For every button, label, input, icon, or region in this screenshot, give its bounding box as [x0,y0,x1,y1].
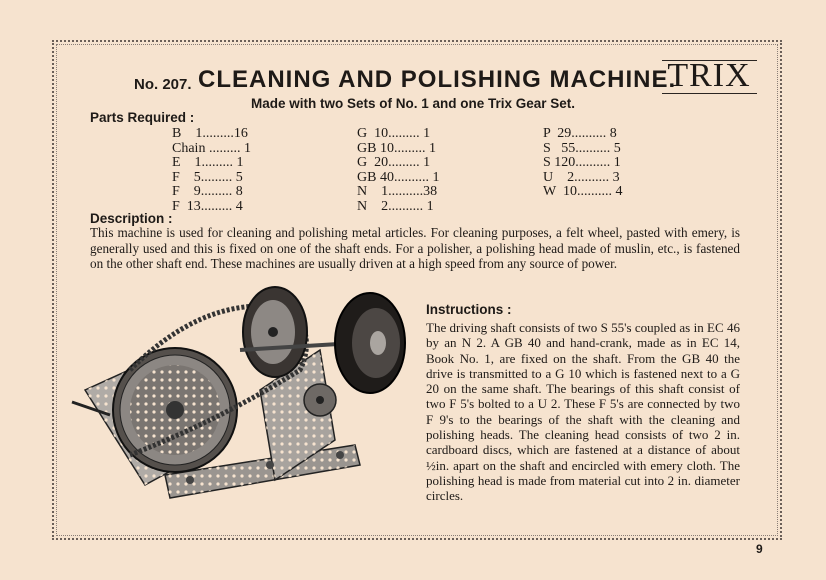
parts-column-3 [543,127,622,200]
parts-column-2 [357,127,439,215]
page-title: CLEANING AND POLISHING MACHINE. [198,66,677,93]
page-number: 9 [756,542,763,556]
part-item: F 9......... 8 [172,184,243,200]
part-item: W 10.......... 4 [543,184,623,200]
part-item: B 1.........16 [172,126,248,141]
parts-column-1 [172,127,251,215]
description-heading: Description : [90,211,173,226]
description-text: This machine is used for cleaning and polishing metal articles. For cleaning purposes, a felt wheel, pasted with emery, is generally used and this is fixed on one of the shaft ends. For a polisher, a polishing head made of muslin, etc., is fastened on the other shaft end. These machines are usually driven at a high speed from any source of power. [90,225,740,271]
part-item: S 55.......... 5 [543,140,621,156]
part-item: F 5......... 5 [172,169,243,185]
part-item: S 120.......... 1 [543,155,621,171]
parts-heading: Parts Required : [90,110,195,125]
part-item: GB 40.......... 1 [357,169,440,185]
part-item: U 2.......... 3 [543,169,620,185]
part-item: P 29.......... 8 [543,126,617,141]
part-item: F 13......... 4 [172,198,243,214]
part-item: G 10......... 1 [357,126,431,141]
instructions-text: The driving shaft consists of two S 55's coupled as in EC 46 by an N 2. A GB 40 and hand-crank, made as in EC 14, Book No. 1, are fixed on the shaft. From the GB 40 the drive is transmitted to a G 10 which is fastened next to a G 20 on the same shaft. The bearings of this shaft consist of two F 5's bolted to a U 2. These F 5's are connected by two F 9's to the bearings of the shaft with the cleaning and polishing heads. The cleaning head consists of two 2 in. cardboard discs, which are fastened at a distance of about ½in. apart on the shaft and encircled with emery cloth. The polishing head is made from material cut into 2 in. diameter circles. [426,320,740,504]
model-number: No. 207. [134,76,192,93]
part-item: GB 10......... 1 [357,140,436,156]
part-item: Chain ......... 1 [172,140,251,156]
part-item: N 2.......... 1 [357,198,434,214]
machine-illustration [70,280,415,510]
part-item: E 1......... 1 [172,155,244,171]
brand-logo-text: TRIX [667,57,751,94]
part-item: N 1..........38 [357,184,438,200]
instructions-heading: Instructions : [426,302,512,317]
part-item: G 20......... 1 [357,155,431,171]
subtitle: Made with two Sets of No. 1 and one Trix Gear Set. [250,96,576,111]
brand-logo [662,57,757,94]
